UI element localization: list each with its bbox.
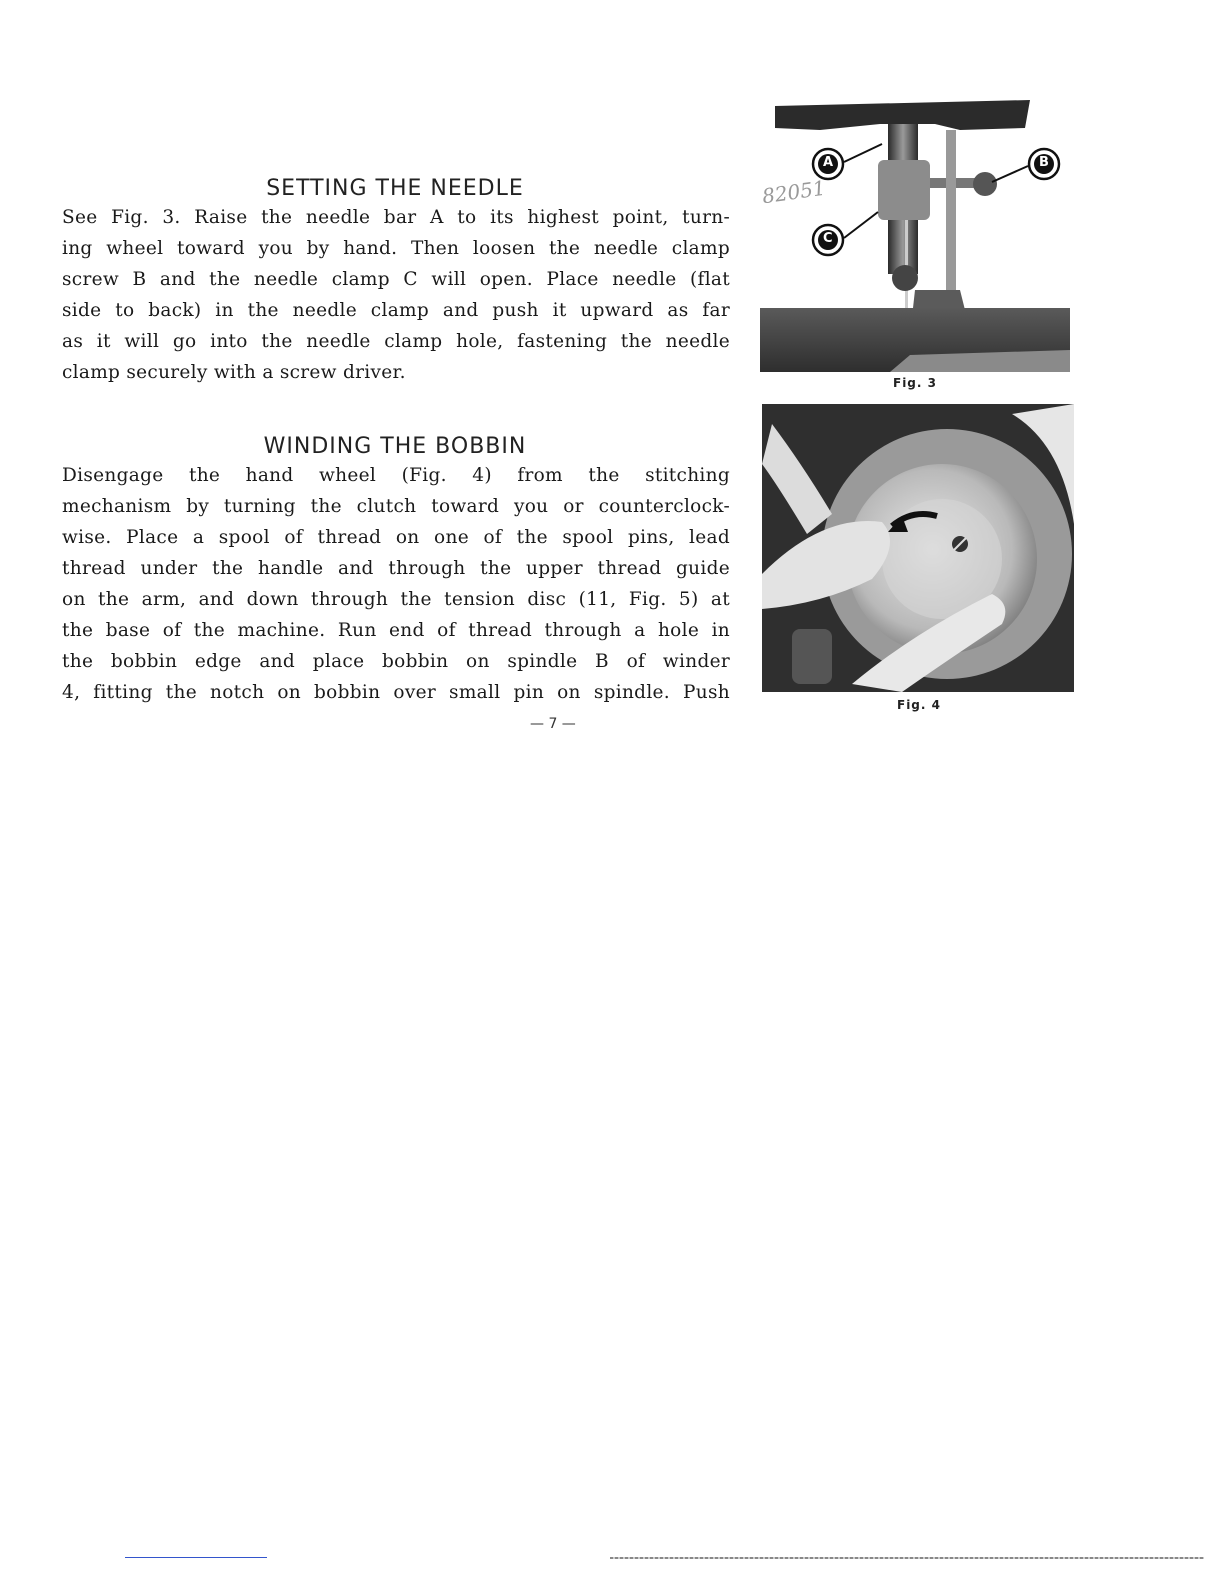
section-heading-setting-needle: SETTING THE NEEDLE <box>266 176 524 202</box>
text-line: the base of the machine. Run end of thread through a hole in <box>62 620 730 641</box>
needle-clamp-illustration <box>760 100 1070 372</box>
callout-label-c: C <box>823 231 833 246</box>
figure-4-caption: Fig. 4 <box>897 698 941 712</box>
text-line: as it will go into the needle clamp hole, fastening the needle <box>62 331 730 352</box>
text-line: 4, fitting the notch on bobbin over small pin on spindle. Push <box>62 682 730 703</box>
figure-3-needle-photo <box>760 100 1070 372</box>
paragraph-setting-needle <box>62 202 730 388</box>
text-line: ing wheel toward you by hand. Then loosen the needle clamp <box>62 238 730 259</box>
section-heading-winding-bobbin: WINDING THE BOBBIN <box>263 434 527 460</box>
figure-4-bobbin-photo <box>762 404 1074 692</box>
page-number: — 7 — <box>530 716 576 732</box>
text-line: on the arm, and down through the tension disc (11, Fig. 5) at <box>62 589 730 610</box>
figure-3-caption: Fig. 3 <box>893 376 937 390</box>
text-line: thread under the handle and through the upper thread guide <box>62 558 730 579</box>
text-line: mechanism by turning the clutch toward you or counterclock- <box>62 496 730 517</box>
handwritten-number: 82051 <box>760 175 827 209</box>
text-line: wise. Place a spool of thread on one of the spool pins, lead <box>62 527 730 548</box>
hand-wheel-illustration <box>762 404 1074 692</box>
paragraph-winding-bobbin <box>62 460 730 708</box>
callout-label-a: A <box>823 155 834 170</box>
text-line: screw B and the needle clamp C will open. Place needle (flat <box>62 269 730 290</box>
text-line: side to back) in the needle clamp and push it upward as far <box>62 300 730 321</box>
divider-line <box>125 1557 267 1558</box>
text-line: Disengage the hand wheel (Fig. 4) from the stitching <box>62 465 730 486</box>
text-line: See Fig. 3. Raise the needle bar A to its highest point, turn- <box>62 207 730 228</box>
text-line: clamp securely with a screw driver. <box>62 362 406 383</box>
callout-label-b: B <box>1039 155 1049 170</box>
divider-line <box>610 1557 1204 1559</box>
text-line: the bobbin edge and place bobbin on spindle B of winder <box>62 651 730 672</box>
